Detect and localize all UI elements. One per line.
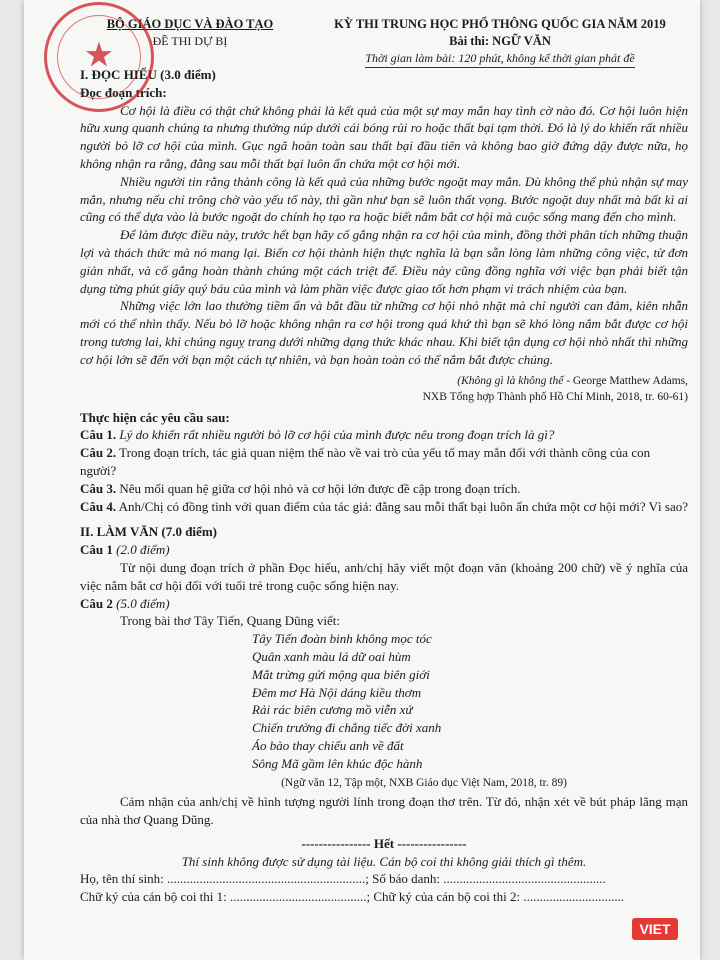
- essay-question-1-heading: [80, 541, 688, 559]
- exam-sheet: [24, 0, 700, 960]
- ministry-name: BỘ GIÁO DỤC VÀ ĐÀO TẠO: [106, 17, 274, 31]
- question-4-text: Anh/Chị có đồng tình với quan điểm của tác giả: đằng sau mỗi thất bại luôn ẩn chứa một cơ hội mới? Vì sao?: [116, 498, 688, 514]
- header-left: [80, 16, 300, 72]
- header-right: [312, 16, 688, 68]
- poem-excerpt: [252, 630, 688, 772]
- exam-subject: Bài thi: NGỮ VĂN: [449, 34, 551, 48]
- exam-header: [80, 16, 688, 72]
- poem-line: Tây Tiến đoàn binh không mọc tóc: [252, 631, 432, 647]
- essay-q1-label: Câu 1: [80, 542, 113, 558]
- question-4-label: Câu 4.: [80, 498, 117, 514]
- question-2-text: Trong đoạn trích, tác giả quan niệm thế nào về vai trò của yếu tố may mắn đối với thành công của con người?: [80, 445, 651, 478]
- exam-time: Thời gian làm bài: 120 phút, không kể thời gian phát đề: [365, 50, 634, 68]
- poem-intro: Trong bài thơ Tây Tiến, Quang Dũng viết:: [120, 613, 340, 629]
- poem-line: Rải rác biên cương mồ viễn xứ: [252, 702, 413, 718]
- passage-label: Đọc đoạn trích:: [80, 84, 167, 100]
- source-book: (Không gì là không thể: [457, 374, 564, 387]
- part2-title: II. LÀM VĂN (7.0 điểm): [80, 524, 217, 540]
- poem-line: Mắt trừng gửi mộng qua biên giới: [252, 666, 430, 682]
- reading-passage: [80, 102, 688, 369]
- poem-line: Đêm mơ Hà Nội dáng kiều thơm: [252, 684, 422, 700]
- instructions-heading: Thực hiện các yêu cầu sau:: [80, 409, 230, 425]
- question-1: [80, 426, 688, 444]
- source-publisher: NXB Tổng hợp Thành phố Hồ Chí Minh, 2018, tr. 60-61): [422, 390, 688, 403]
- question-2: [80, 444, 688, 480]
- essay-q2-text: Cảm nhận của anh/chị về hình tượng người lính trong đoạn thơ trên. Từ đó, nhận xét về bút pháp lãng mạn của nhà thơ Quang Dũng.: [80, 794, 688, 828]
- passage-paragraph-4: Những việc lớn lao thường tiềm ẩn và bắt đầu từ những cơ hội nhỏ nhặt mà chỉ người can đảm, kiên nhẫn mới có thể nhìn thấy. Nếu bỏ lỡ hoặc không nhận ra cơ hội trong quá khứ thì bạn sẽ khó lòng nắm bắt được cơ hội trong tương lai, khi chúng nguỵ trang dưới những dạng thức khác nhau. Khi biết tận dụng cơ hội nhỏ nhất thì những cơ hội lớn sẽ đến với bạn một cách tự nhiên, và bạn hoàn toàn có thể nắm bắt được chúng.: [80, 298, 688, 367]
- essay-q2-label: Câu 2: [80, 595, 113, 611]
- question-3-text: Nêu mối quan hệ giữa cơ hội nhỏ và cơ hội lớn được đề cập trong đoạn trích.: [116, 480, 521, 496]
- poem-source: (Ngữ văn 12, Tập một, NXB Giáo dục Việt Nam, 2018, tr. 89): [281, 777, 567, 790]
- seal-star-icon: ★: [85, 39, 113, 72]
- poem-line: Sông Mã gầm lên khúc độc hành: [252, 755, 423, 771]
- question-3-label: Câu 3.: [80, 480, 117, 496]
- poem-line: Quân xanh màu lá dữ oai hùm: [252, 648, 411, 664]
- exam-content: [80, 16, 688, 906]
- poem-line: Áo bào thay chiếu anh về đất: [252, 737, 404, 753]
- essay-q1-text: Từ nội dung đoạn trích ở phần Đọc hiểu, anh/chị hãy viết một đoạn văn (khoảng 200 chữ) về ý nghĩa của việc nắm bắt cơ hội đối với tuổi trẻ trong cuộc sống hiện nay.: [80, 559, 688, 593]
- exam-title: KỲ THI TRUNG HỌC PHỔ THÔNG QUỐC GIA NĂM 2019: [334, 17, 666, 31]
- poem-line: Chiến trường đi chẳng tiếc đời xanh: [252, 720, 442, 736]
- passage-paragraph-2: Nhiều người tin rằng thành công là kết quả của những bước ngoặt may mắn. Dù không thể phủ nhận sự may mắn, nhưng nếu chỉ trông chờ vào yếu tố này, thì gần như bạn sẽ luôn thất vọng. Bước ngoặt duy nhất mà bất kì ai cũng có thể dựa vào là bước ngoặt do chính họ tạo ra hoặc biết nắm bắt cơ hội mà cuộc sống mang đến cho mình.: [80, 173, 688, 225]
- passage-paragraph-3: Để làm được điều này, trước hết bạn hãy cố gắng nhận ra cơ hội của mình, đồng thời phân tích những thuận lợi và thách thức mà nó mang lại. Biến cơ hội thành hiện thực nghĩa là bạn sẵn lòng làm những công việc, từ đơn giản nhất, và cố gắng hoàn thành chúng một cách triệt để. Điều này cũng đồng nghĩa với việc bạn phải biết tận dụng từng phút giây quý báu của mình và làm phần việc được giao tốt hơn phạm vi trách nhiệm của bạn.: [80, 227, 688, 296]
- question-3: [80, 480, 688, 498]
- source-author: - George Matthew Adams,: [563, 374, 688, 387]
- end-marker: ---------------- Hết ----------------: [301, 835, 467, 851]
- candidate-info-line: Họ, tên thí sinh: .............................................................; Số báo danh: ..................................................: [80, 871, 606, 887]
- passage-source: [80, 373, 688, 405]
- viet-logo: VIET: [632, 918, 678, 940]
- essay-question-2-heading: [80, 595, 688, 613]
- passage-paragraph-1: Cơ hội là điều có thật chứ không phải là kết quả của một sự may mắn hay tình cờ nào đó. Cơ hội luôn hiện hữu xung quanh chúng ta nhưng thường núp dưới cái bóng rủi ro hoặc thất bại tạm thời. Đó là lý do khiến rất nhiều người bỏ lỡ cơ hội của mình. Gục ngã hoàn toàn sau thất bại đầu tiên và không bao giờ đứng dậy được nữa, họ không nhận ra rằng, đằng sau mỗi thất bại luôn ẩn chứa một cơ hội mới.: [80, 102, 688, 171]
- question-1-text: Lý do khiến rất nhiều người bỏ lỡ cơ hội của mình được nêu trong đoạn trích là gì?: [116, 427, 555, 443]
- question-2-label: Câu 2.: [80, 445, 117, 461]
- essay-q1-points: (2.0 điểm): [112, 542, 170, 558]
- paper-type: ĐỀ THI DỰ BỊ: [152, 34, 228, 48]
- essay-q2-points: (5.0 điểm): [112, 595, 170, 611]
- question-4: [80, 498, 688, 516]
- question-1-label: Câu 1.: [80, 427, 117, 443]
- part1-title: I. ĐỌC HIỂU (3.0 điểm): [80, 67, 216, 82]
- proctor-signature-line: Chữ ký của cán bộ coi thi 1: ..........................................; Chữ ký của cán bộ coi thi 2: ...............................: [80, 889, 625, 905]
- red-seal-stamp: [44, 2, 154, 112]
- exam-note: Thí sinh không được sử dụng tài liệu. Cán bộ coi thi không giải thích gì thêm.: [181, 853, 587, 869]
